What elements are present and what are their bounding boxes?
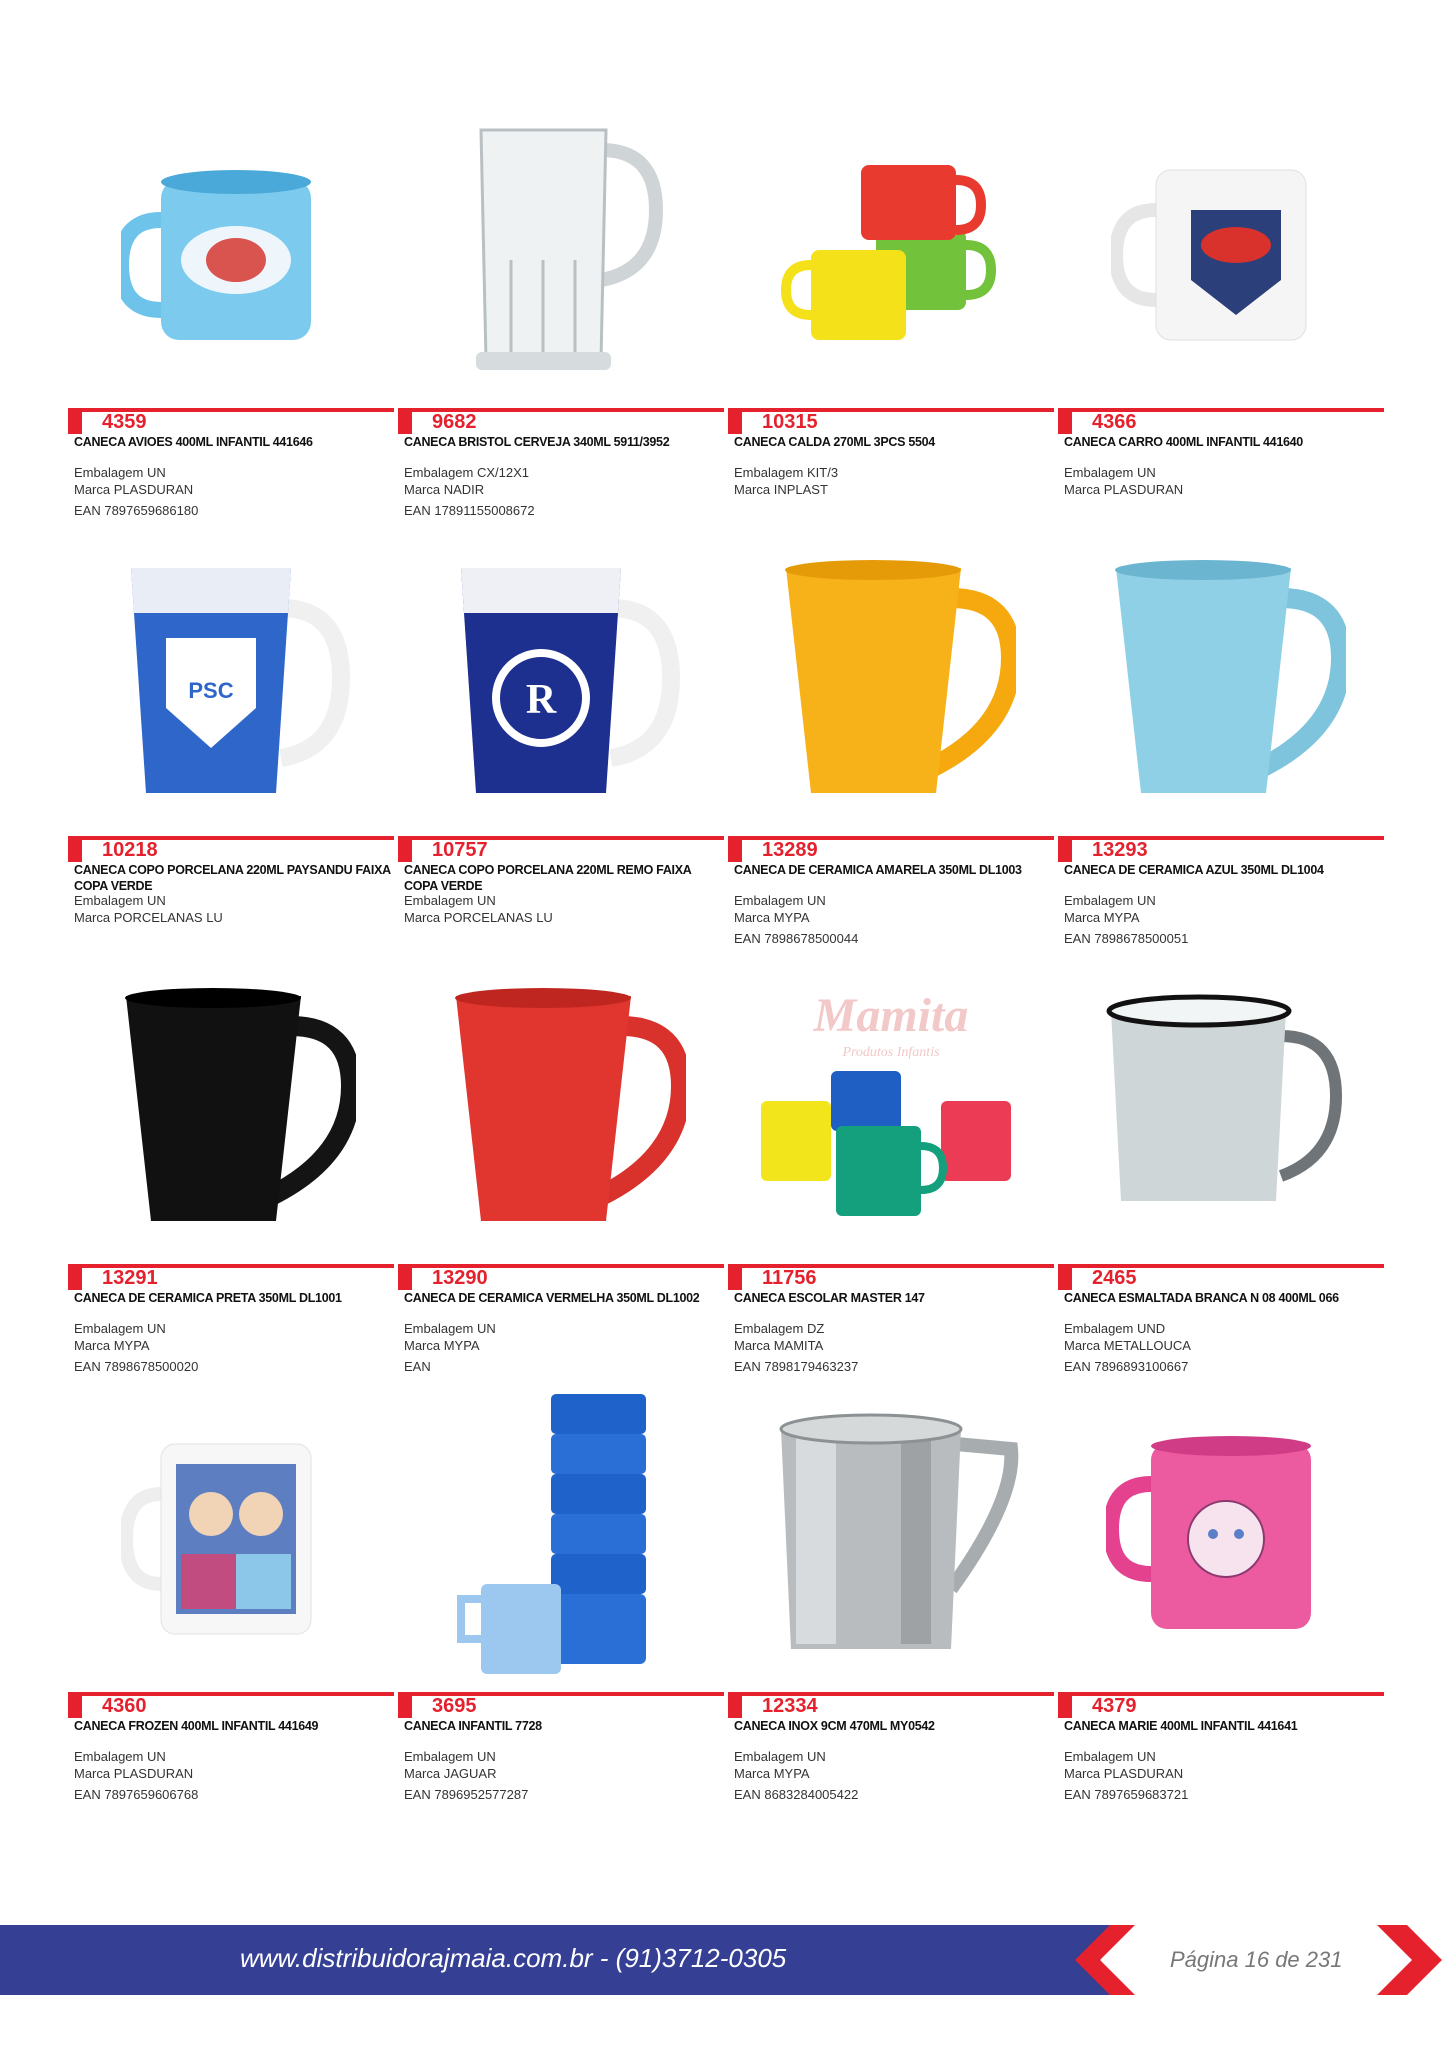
product-marca: Marca MAMITA <box>734 1338 824 1353</box>
product-embalagem: Embalagem KIT/3 <box>734 465 839 480</box>
svg-text:Produtos Infantis: Produtos Infantis <box>842 1045 940 1060</box>
product-code: 10315 <box>762 411 818 433</box>
product-embalagem: Embalagem UN <box>74 893 166 908</box>
product-name: CANECA DE CERAMICA AZUL 350ML DL1004 <box>1064 863 1324 877</box>
product-code: 2465 <box>1092 1267 1137 1289</box>
product-code: 11756 <box>762 1267 817 1289</box>
product-name: CANECA INFANTIL 7728 <box>404 1719 542 1733</box>
product-name: CANECA FROZEN 400ML INFANTIL 441649 <box>74 1719 319 1733</box>
product-embalagem: Embalagem UN <box>1064 1749 1156 1764</box>
product-code: 3695 <box>432 1695 477 1717</box>
product-ean: EAN 7898678500051 <box>1064 931 1189 946</box>
product-embalagem: Embalagem DZ <box>734 1321 825 1336</box>
pink-mug-marie-icon <box>1058 1384 1384 1684</box>
footer-contact[interactable]: www.distribuidorajmaia.com.br - (91)3712-0305 <box>240 1943 787 1973</box>
product-meta <box>404 1320 722 1375</box>
product-name: CANECA CALDA 270ML 3PCS 5504 <box>734 435 935 449</box>
yellow-ceramic-mug-icon <box>728 528 1054 828</box>
product-code: 13291 <box>102 1267 158 1289</box>
product-meta <box>74 1748 392 1803</box>
product-meta <box>1064 464 1382 502</box>
product-name: CANECA DE CERAMICA PRETA 350ML DL1001 <box>74 1291 342 1305</box>
product-embalagem: Embalagem UN <box>734 1749 826 1764</box>
code-flag <box>398 1694 412 1718</box>
product-code: 10757 <box>432 839 488 861</box>
code-flag <box>1058 1694 1072 1718</box>
product-meta <box>734 1748 1052 1803</box>
code-flag <box>728 410 742 434</box>
product-marca: Marca MYPA <box>1064 910 1140 925</box>
product-embalagem: Embalagem UN <box>74 1749 166 1764</box>
product-code: 12334 <box>762 1695 818 1717</box>
code-flag <box>68 1266 82 1290</box>
product-marca: Marca PLASDURAN <box>74 1766 194 1781</box>
product-name: CANECA MARIE 400ML INFANTIL 441641 <box>1064 1719 1298 1733</box>
product-ean: EAN 7896952577287 <box>404 1787 529 1802</box>
product-embalagem: Embalagem UND <box>1064 1321 1166 1336</box>
product-marca: Marca MYPA <box>734 1766 810 1781</box>
product-code: 4366 <box>1092 411 1137 433</box>
product-ean: EAN 7897659606768 <box>74 1787 199 1802</box>
svg-text:PSC: PSC <box>188 678 234 703</box>
product-name: CANECA BRISTOL CERVEJA 340ML 5911/3952 <box>404 435 670 449</box>
product-meta <box>734 892 1052 947</box>
product-ean: EAN 7898179463237 <box>734 1359 859 1374</box>
product-meta <box>734 1320 1052 1375</box>
product-marca: Marca PLASDURAN <box>1064 1766 1184 1781</box>
product-ean: EAN 7898678500044 <box>734 931 859 946</box>
product-embalagem: Embalagem UN <box>1064 893 1156 908</box>
svg-text:R: R <box>525 677 557 723</box>
product-marca: Marca INPLAST <box>734 482 828 497</box>
product-meta <box>74 1320 392 1375</box>
product-ean: EAN 8683284005422 <box>734 1787 859 1802</box>
footer <box>0 1925 1447 1995</box>
code-flag <box>1058 1266 1072 1290</box>
product-embalagem: Embalagem UN <box>404 893 496 908</box>
glass-beer-mug-icon <box>398 100 724 400</box>
product-code: 4359 <box>102 411 147 433</box>
product-code: 13293 <box>1092 839 1148 861</box>
code-flag <box>398 838 412 862</box>
blue-ceramic-mug-icon <box>1058 528 1384 828</box>
product-code: 9682 <box>432 411 477 433</box>
product-ean: EAN 7896893100667 <box>1064 1359 1189 1374</box>
black-ceramic-mug-icon <box>68 956 394 1256</box>
remo-mug-icon <box>398 528 724 828</box>
product-ean: EAN <box>404 1359 431 1374</box>
code-flag <box>728 1266 742 1290</box>
product-meta <box>1064 1320 1382 1375</box>
blue-mug-planes-icon <box>68 100 394 400</box>
product-name: CANECA DE CERAMICA AMARELA 350ML DL1003 <box>734 863 1022 877</box>
steel-mug-icon <box>728 1384 1054 1684</box>
product-name: CANECA INOX 9CM 470ML MY0542 <box>734 1719 935 1733</box>
code-flag <box>398 410 412 434</box>
product-marca: Marca METALLOUCA <box>1064 1338 1191 1353</box>
product-name: CANECA COPO PORCELANA 220ML REMO FAIXA COPA VERDE <box>404 863 692 893</box>
frozen-mug-icon <box>68 1384 394 1684</box>
three-plastic-mugs-icon <box>728 100 1054 400</box>
product-ean: EAN 17891155008672 <box>404 503 535 518</box>
product-name: CANECA AVIOES 400ML INFANTIL 441646 <box>74 435 313 449</box>
product-name: CANECA ESCOLAR MASTER 147 <box>734 1291 925 1305</box>
product-code: 4360 <box>102 1695 147 1717</box>
code-flag <box>1058 838 1072 862</box>
paysandu-mug-icon <box>68 528 394 828</box>
page-number: Página 16 de 231 <box>1170 1947 1343 1972</box>
product-embalagem: Embalagem UN <box>74 1321 166 1336</box>
product-meta <box>734 464 1052 502</box>
product-meta <box>74 892 392 930</box>
code-flag <box>1058 410 1072 434</box>
product-embalagem: Embalagem UN <box>404 1321 496 1336</box>
product-embalagem: Embalagem UN <box>1064 465 1156 480</box>
white-mug-cars-icon <box>1058 100 1384 400</box>
product-marca: Marca MYPA <box>734 910 810 925</box>
svg-text:Mamita: Mamita <box>813 989 969 1042</box>
enamel-mug-icon <box>1058 956 1384 1256</box>
product-meta <box>404 464 722 519</box>
product-marca: Marca PORCELANAS LU <box>404 910 553 925</box>
product-marca: Marca MYPA <box>404 1338 480 1353</box>
product-marca: Marca NADIR <box>404 482 485 497</box>
product-meta <box>404 892 722 930</box>
red-ceramic-mug-icon <box>398 956 724 1256</box>
product-code: 10218 <box>102 839 158 861</box>
code-flag <box>728 1694 742 1718</box>
product-ean: EAN 7897659683721 <box>1064 1787 1189 1802</box>
product-embalagem: Embalagem UN <box>734 893 826 908</box>
product-marca: Marca PLASDURAN <box>1064 482 1184 497</box>
product-code: 13289 <box>762 839 818 861</box>
prev-arrow-icon <box>1065 1925 1135 1995</box>
code-flag <box>68 838 82 862</box>
product-meta <box>1064 1748 1382 1803</box>
product-name: CANECA DE CERAMICA VERMELHA 350ML DL1002 <box>404 1291 700 1305</box>
next-arrow-icon <box>1377 1925 1447 1995</box>
code-flag <box>68 410 82 434</box>
code-flag <box>398 1266 412 1290</box>
product-embalagem: Embalagem CX/12X1 <box>404 465 530 480</box>
product-name: CANECA ESMALTADA BRANCA N 08 400ML 066 <box>1064 1291 1339 1305</box>
product-embalagem: Embalagem UN <box>404 1749 496 1764</box>
footer-bar <box>0 1925 1080 1995</box>
product-marca: Marca PLASDURAN <box>74 482 194 497</box>
product-name: CANECA COPO PORCELANA 220ML PAYSANDU FAIXA COPA VERDE <box>74 863 391 893</box>
product-meta <box>404 1748 722 1803</box>
product-marca: Marca MYPA <box>74 1338 150 1353</box>
product-embalagem: Embalagem UN <box>74 465 166 480</box>
product-marca: Marca JAGUAR <box>404 1766 497 1781</box>
stacked-mugs-icon <box>398 1384 724 1684</box>
product-code: 13290 <box>432 1267 488 1289</box>
code-flag <box>68 1694 82 1718</box>
product-ean: EAN 7898678500020 <box>74 1359 199 1374</box>
product-code: 4379 <box>1092 1695 1137 1717</box>
product-marca: Marca PORCELANAS LU <box>74 910 223 925</box>
school-mugs-icon <box>728 956 1054 1256</box>
product-meta <box>74 464 392 519</box>
code-flag <box>728 838 742 862</box>
product-meta <box>1064 892 1382 947</box>
product-name: CANECA CARRO 400ML INFANTIL 441640 <box>1064 435 1303 449</box>
product-ean: EAN 7897659686180 <box>74 503 199 518</box>
